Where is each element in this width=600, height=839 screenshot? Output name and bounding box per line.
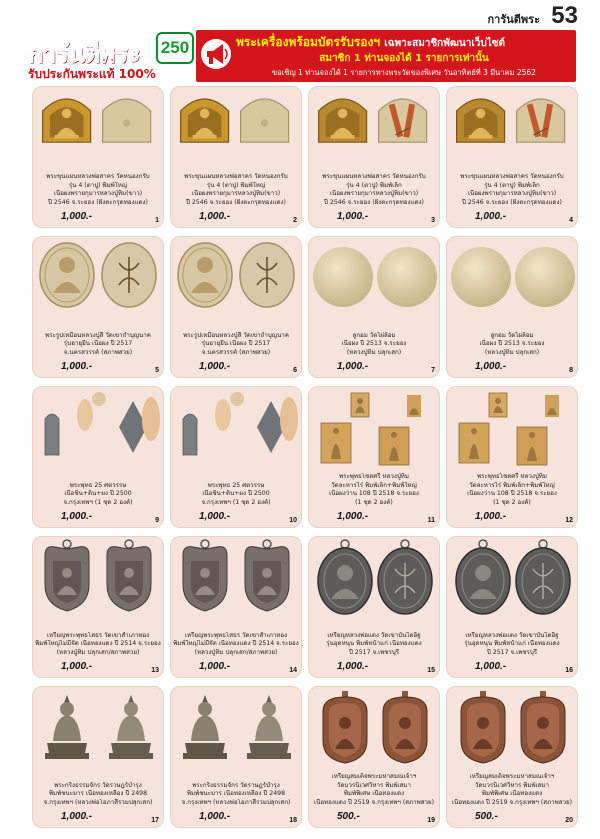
oval-coin-image (309, 537, 440, 617)
amulet-caption-line: ลูกอม วัดไผ่ล้อม (352, 331, 396, 339)
dome-coin-image (447, 687, 578, 767)
amulet-price: 1,000.- (337, 511, 369, 522)
amulet-price: 1,000.- (199, 511, 231, 522)
amulet-caption-line: เนื้อผงพรายกุมารหลวงปู่ทิม(ขาว) (467, 190, 557, 198)
buddha-statues-image (171, 687, 302, 767)
amulet-number: 20 (565, 817, 573, 824)
amulet-number: 4 (569, 217, 573, 224)
amulet-card (32, 686, 164, 828)
banner-detail: ขอเชิญ 1 ท่านจองได้ 1 รายการทางพระวัดของพิเศษ วันอาทิตย์ที่ 3 มีนาคม 2562 (272, 68, 536, 77)
amulet-price: 1,000.- (475, 211, 507, 222)
announcement-banner (196, 30, 576, 82)
amulet-price: 1,000.- (61, 811, 93, 822)
amulet-number: 17 (151, 817, 159, 824)
amulet-caption-line: พระขุนแผนหลวงพ่อสาคร วัดหนองกรับ (460, 173, 564, 181)
amulet-caption-line: ลูกอม วัดไผ่ล้อม (490, 331, 534, 339)
amulet-card (32, 236, 164, 378)
amulet-caption-line: (1 ชุด 2 องค์) (493, 498, 531, 506)
buddha-statues-image (33, 687, 164, 767)
amulet-caption-line: เนื้อทองแดง ปี 2519 จ.กรุงเทพฯ (สภาพสวย) (452, 798, 572, 806)
banner-rule: สมาชิก 1 ท่านจองได้ 1 รายการเท่านั้น (319, 53, 489, 64)
luk-om-amulet-image (447, 237, 578, 309)
amulet-caption-line: จ.นครสวรรค์ (สภาพสวย) (63, 348, 133, 356)
amulet-caption-line: วัดละหารไร่ พิมพ์เล็ก+พิมพ์ใหญ่ (469, 481, 555, 489)
amulet-number: 3 (431, 217, 435, 224)
amulet-caption-line: จ.กรุงเทพฯ (หลวงพ่อโอภาสีรวมปลุกเสก) (181, 798, 291, 806)
amulet-caption-line: เหรียญหลวงพ่อแดง วัดเขาบันไดอิฐ (465, 631, 559, 639)
amulet-caption-line: เนื้อทองแดง ปี 2519 จ.กรุงเทพฯ (สภาพสวย) (314, 798, 434, 806)
amulet-card (170, 236, 302, 378)
amulet-caption-line: วัดบวรนิเวศวิหาร พิมพ์เสมา (337, 781, 411, 789)
amulet-caption-line: รุ่นอุดหนุน พิมพ์หน้าแก่ เนื้อทองแดง (326, 640, 422, 648)
amulet-grid (32, 86, 578, 832)
amulet-price: 1,000.- (337, 661, 369, 672)
amulet-caption-line: เนื้อชิน+ดิน+ผง ปี 2500 (202, 490, 270, 498)
banner-headline-main: พระเครื่องพร้อมบัตรรับรองฯ (236, 35, 381, 49)
small-amulets-image (171, 387, 302, 459)
amulet-number: 1 (155, 217, 159, 224)
amulet-caption-line: พระพุทธโชตศรี หลวงปู่ทิม (339, 473, 409, 481)
amulet-caption-line: เหรียญพระพุทธโสธร วัดเขาสำเภาทอง (184, 631, 288, 639)
amulet-card (170, 686, 302, 828)
amulet-card (32, 386, 164, 528)
amulet-card (32, 86, 164, 228)
page-number: 53 (551, 2, 578, 29)
amulet-caption-line: เนื้อผง ปี 2513 จ.ระยอง (479, 340, 545, 348)
amulet-price: 1,000.- (337, 361, 369, 372)
khun-paen-takrut-amulet-image (309, 87, 440, 159)
amulet-number: 15 (427, 667, 435, 674)
amulet-caption-line: พระรูปเหมือนหลวงปู่สี วัดเขาถ้ำบุญนาค (183, 331, 289, 339)
amulet-caption-line: เหรียญพระพุทธโสธร วัดเขาสำเภาทอง (46, 631, 150, 639)
amulet-number: 9 (155, 517, 159, 524)
amulet-caption-line: จ.กรุงเทพฯ (1 ชุด 2 องค์) (63, 498, 133, 506)
amulet-card (308, 386, 440, 528)
amulet-card (446, 686, 578, 828)
amulet-caption-line: พิมพ์ชนะมาร เนื้อทองเหลือง ปี 2498 (48, 790, 148, 798)
amulet-caption-line: ปี 2546 จ.ระยอง (ฝังตะกรุดทองแดง) (48, 198, 148, 206)
dome-coin-image (309, 687, 440, 767)
amulet-caption-line: จ.นครสวรรค์ (สภาพสวย) (201, 348, 271, 356)
khun-paen-takrut-amulet-image (447, 87, 578, 159)
amulet-caption-line: พระขุนแผนหลวงพ่อสาคร วัดหนองกรับ (46, 173, 150, 181)
amulet-price: 1,000.- (475, 661, 507, 672)
amulet-caption-line: พิมพ์พิเศษ เนื้อทองแดง (343, 790, 405, 798)
amulet-caption-line: จ.กรุงเทพฯ (หลวงพ่อโอภาสีรวมปลุกเสก) (43, 798, 153, 806)
amulet-number: 18 (289, 817, 297, 824)
amulet-price: 1,000.- (199, 661, 231, 672)
brand-logo (28, 32, 192, 80)
amulet-caption-line: รุ่นอายุยืน เนื้อผง ปี 2517 (63, 340, 133, 348)
amulet-caption-line: พระพุทธโชตศรี หลวงปู่ทิม (477, 473, 547, 481)
amulet-caption-line: ปี 2546 จ.ระยอง (ฝังตะกรุดทองแดง) (186, 198, 286, 206)
amulet-caption-line: พระพุทธ 25 ศตวรรษ (207, 481, 265, 489)
luk-om-amulet-image (309, 237, 440, 309)
amulet-caption-line: พิมพ์พิเศษ เนื้อทองแดง (481, 790, 543, 798)
amulet-price: 1,000.- (199, 811, 231, 822)
amulet-number: 7 (431, 367, 435, 374)
amulet-card (446, 386, 578, 528)
oval-portrait-amulet-image (33, 237, 164, 309)
amulet-caption-line: เนื้อผงพรายกุมารหลวงปู่ทิม(ขาว) (191, 190, 281, 198)
amulet-caption-line: เนื้อชิน+ดิน+ผง ปี 2500 (64, 490, 132, 498)
somdej-amulet-set-image (447, 387, 578, 467)
amulet-caption-line: รุ่นอายุยืน เนื้อผง ปี 2517 (201, 340, 271, 348)
amulet-caption-line: พิมพ์ใหญ่ไม่มีจัด เนื้อทองแดง ปี 2514 จ.ระยอง (35, 640, 161, 648)
amulet-card (446, 236, 578, 378)
amulet-number: 8 (569, 367, 573, 374)
amulet-card (170, 86, 302, 228)
amulet-number: 6 (293, 367, 297, 374)
amulet-price: 1,000.- (475, 361, 507, 372)
amulet-number: 11 (427, 517, 435, 524)
amulet-card (446, 86, 578, 228)
amulet-caption-line: ปี 2517 จ.เพชรบุรี (486, 648, 538, 656)
amulet-caption-line: (1 ชุด 2 องค์) (355, 498, 393, 506)
amulet-card (308, 536, 440, 678)
amulet-number: 16 (565, 667, 573, 674)
logo-badge: 250 (156, 32, 194, 64)
logo-title: การันตีพระ (28, 39, 140, 68)
khun-paen-amulet-image (171, 87, 302, 159)
amulet-caption-line: วัดบวรนิเวศวิหาร พิมพ์เสมา (475, 781, 549, 789)
amulet-caption-line: พระกริ่งธรรมจักร วัดราษฎร์บำรุง (192, 781, 280, 789)
banner-headline-note: เฉพาะสมาชิกพัฒนาเว็บไซต์ (384, 38, 506, 49)
amulet-number: 13 (151, 667, 159, 674)
amulet-price: 1,000.- (199, 361, 231, 372)
amulet-card (308, 686, 440, 828)
amulet-caption-line: พระขุนแผนหลวงพ่อสาคร วัดหนองกรับ (184, 173, 288, 181)
amulet-caption-line: รุ่น 4 (ตาปู) พิมพ์ใหญ่ (68, 181, 128, 189)
amulet-caption-line: วัดละหารไร่ พิมพ์เล็ก+พิมพ์ใหญ่ (331, 481, 417, 489)
logo-subtitle: รับประกันพระแท้ 100% (28, 67, 156, 81)
amulet-caption-line: พระกริ่งธรรมจักร วัดราษฎร์บำรุง (54, 781, 142, 789)
amulet-price: 1,000.- (61, 361, 93, 372)
amulet-caption-line: พิมพ์ใหญ่ไม่มีจัด เนื้อทองแดง ปี 2514 จ.ระยอง (173, 640, 299, 648)
amulet-caption-line: ปี 2546 จ.ระยอง (ฝังตะกรุดทองแดง) (462, 198, 562, 206)
amulet-price: 1,000.- (475, 511, 507, 522)
shield-coin-image (171, 537, 302, 617)
amulet-caption-line: ปี 2546 จ.ระยอง (ฝังตะกรุดทองแดง) (324, 198, 424, 206)
amulet-caption-line: เนื้อผงพรายกุมารหลวงปู่ทิม(ขาว) (53, 190, 143, 198)
amulet-caption-line: เนื้อผงพรายกุมารหลวงปู่ทิม(ขาว) (329, 190, 419, 198)
khun-paen-amulet-image (33, 87, 164, 159)
amulet-price: 1,000.- (199, 211, 231, 222)
amulet-price: 1,000.- (61, 211, 93, 222)
page-label: การันตีพระ (487, 13, 540, 26)
amulet-number: 19 (427, 817, 435, 824)
amulet-caption-line: พระพุทธ 25 ศตวรรษ (69, 481, 127, 489)
amulet-caption-line: เนื้อผงว่าน 108 ปี 2518 จ.ระยอง (467, 490, 557, 498)
amulet-caption-line: รุ่น 4 (ตาปู) พิมพ์ใหญ่ (206, 181, 266, 189)
amulet-number: 12 (565, 517, 573, 524)
amulet-number: 2 (293, 217, 297, 224)
amulet-caption-line: เนื้อผง ปี 2513 จ.ระยอง (341, 340, 407, 348)
amulet-caption-line: จ.กรุงเทพฯ (1 ชุด 2 องค์) (201, 498, 271, 506)
amulet-caption-line: (หลวงปู่ทิม ปลุกเสก/สภาพสวย) (194, 648, 278, 656)
amulet-caption-line: รุ่น 4 (ตาปู) พิมพ์เล็ก (484, 181, 540, 189)
amulet-price: 1,000.- (61, 661, 93, 672)
amulet-card (170, 386, 302, 528)
amulet-caption-line: พิมพ์ชนะมาร เนื้อทองเหลือง ปี 2498 (186, 790, 286, 798)
amulet-caption-line: พระรูปเหมือนหลวงปู่สี วัดเขาถ้ำบุญนาค (45, 331, 151, 339)
amulet-price: 500.- (475, 811, 498, 822)
amulet-price: 500.- (337, 811, 360, 822)
amulet-caption-line: รุ่น 4 (ตาปู) พิมพ์เล็ก (346, 181, 402, 189)
amulet-price: 1,000.- (61, 511, 93, 522)
amulet-number: 10 (289, 517, 297, 524)
amulet-caption-line: เหรียญหลวงพ่อแดง วัดเขาบันไดอิฐ (327, 631, 421, 639)
amulet-caption-line: เหรียญสมเด็จพระมหาสมณเจ้าฯ (469, 773, 555, 781)
oval-coin-image (447, 537, 578, 617)
top-bar (0, 0, 600, 30)
amulet-caption-line: พระขุนแผนหลวงพ่อสาคร วัดหนองกรับ (322, 173, 426, 181)
amulet-caption-line: รุ่นอุดหนุน พิมพ์หน้าแก่ เนื้อทองแดง (464, 640, 560, 648)
amulet-number: 14 (289, 667, 297, 674)
amulet-caption-line: เหรียญสมเด็จพระมหาสมณเจ้าฯ (331, 773, 417, 781)
amulet-card (446, 536, 578, 678)
somdej-amulet-set-image (309, 387, 440, 467)
amulet-card (308, 236, 440, 378)
amulet-caption-line: ปี 2517 จ.เพชรบุรี (348, 648, 400, 656)
amulet-caption-line: (หลวงปู่ทิม ปลุกเสก/สภาพสวย) (56, 648, 140, 656)
amulet-price: 1,000.- (337, 211, 369, 222)
shield-coin-image (33, 537, 164, 617)
amulet-caption-line: (หลวงปู่ทิม ปลุกเสก) (484, 348, 540, 356)
amulet-card (32, 536, 164, 678)
oval-portrait-amulet-image (171, 237, 302, 309)
amulet-caption-line: (หลวงปู่ทิม ปลุกเสก) (346, 348, 402, 356)
small-amulets-image (33, 387, 164, 459)
megaphone-icon (200, 36, 232, 72)
amulet-card (170, 536, 302, 678)
banner-headline (236, 33, 572, 52)
amulet-card (308, 86, 440, 228)
amulet-number: 5 (155, 367, 159, 374)
amulet-caption-line: เนื้อผงว่าน 108 ปี 2518 จ.ระยอง (329, 490, 419, 498)
